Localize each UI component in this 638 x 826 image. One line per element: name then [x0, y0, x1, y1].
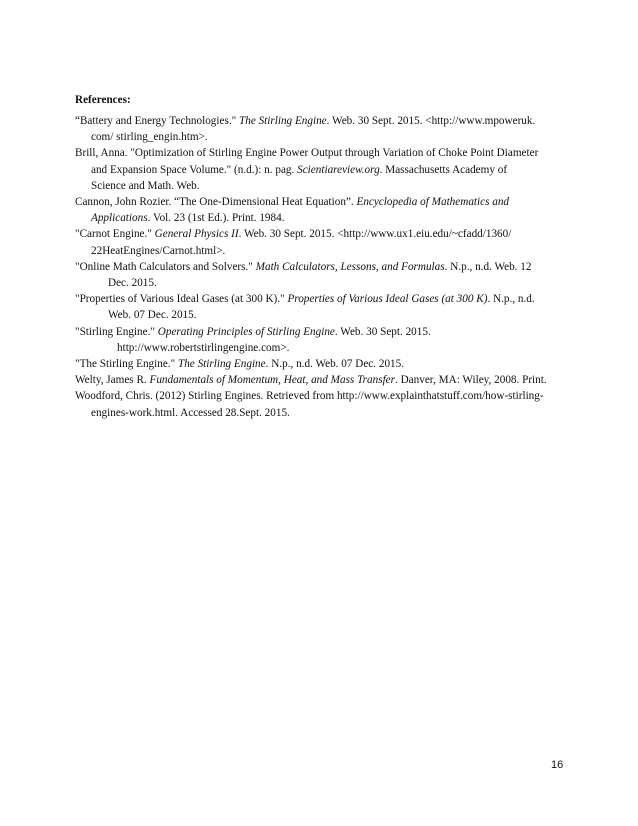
- reference-text: Brill, Anna. "Optimization of Stirling Engine Power Output through Variation of Choke Point Diameter: [75, 147, 539, 160]
- reference-item: [75, 194, 565, 226]
- reference-text: "The Stirling Engine.": [75, 358, 178, 371]
- reference-title: Operating Principles of Stirling Engine: [157, 325, 335, 338]
- reference-item: [75, 226, 565, 258]
- reference-text: . Web. 30 Sept. 2015.: [334, 325, 431, 338]
- references-list: [75, 113, 565, 421]
- reference-text: . Vol. 23 (1st Ed.). Print. 1984.: [147, 212, 285, 225]
- reference-item: [75, 324, 565, 356]
- reference-text: Woodford, Chris. (2012) Stirling Engines. Retrieved from http://www.explainthatstuff.com/how-stirling-: [75, 390, 544, 403]
- reference-text: . Web. 30 Sept. 2015. <http://www.ux1.eiu.edu/~cfadd/1360/: [238, 228, 512, 241]
- reference-text: 22HeatEngines/Carnot.html>.: [91, 244, 226, 257]
- reference-title: Fundamentals of Momentum, Heat, and Mass Transfer: [149, 374, 395, 387]
- reference-title: Math Calculators, Lessons, and Formulas: [255, 260, 445, 273]
- reference-text: Welty, James R.: [75, 374, 150, 387]
- reference-item: [75, 356, 565, 372]
- reference-text: "Stirling Engine.": [75, 325, 158, 338]
- reference-text: . N.p., n.d. Web. 07 Dec. 2015.: [265, 358, 405, 371]
- reference-text: Web. 07 Dec. 2015.: [108, 309, 197, 322]
- reference-text: "Online Math Calculators and Solvers.": [75, 260, 256, 273]
- reference-text: "Carnot Engine.": [75, 228, 155, 241]
- reference-text: and Expansion Space Volume." (n.d.): n. pag.: [91, 163, 298, 176]
- reference-title: Applications: [91, 212, 148, 225]
- reference-text: Dec. 2015.: [108, 277, 157, 290]
- reference-title: Properties of Various Ideal Gases (at 300 K): [287, 293, 488, 306]
- reference-text: “Battery and Energy Technologies.": [75, 115, 239, 127]
- reference-title: General Physics II: [154, 228, 239, 241]
- references-heading: References:: [75, 94, 131, 106]
- reference-text: com/ stirling_engin.htm>.: [91, 131, 208, 144]
- reference-item: [75, 259, 565, 291]
- reference-title: The Stirling Engine: [177, 358, 266, 371]
- reference-title: Scientiareview.org: [297, 163, 380, 176]
- reference-item: [75, 291, 565, 323]
- reference-text: http://www.robertstirlingengine.com>.: [117, 341, 290, 354]
- reference-title: Encyclopedia of Mathematics and: [356, 196, 510, 209]
- reference-item: [75, 372, 565, 388]
- reference-text: Cannon, John Rozier. “The One-Dimensional Heat Equation”.: [75, 196, 357, 209]
- reference-text: . Web. 30 Sept. 2015. <http://www.mpoweruk.: [326, 115, 536, 127]
- reference-text: Science and Math. Web.: [91, 179, 200, 192]
- reference-text: engines-work.html. Accessed 28.Sept. 2015.: [91, 406, 290, 419]
- reference-text: "Properties of Various Ideal Gases (at 300 K).": [75, 293, 288, 306]
- reference-text: . Danver, MA: Wiley, 2008. Print.: [395, 374, 547, 387]
- page-number: 16: [551, 759, 564, 771]
- reference-text: . N.p., n.d. Web. 12: [444, 260, 532, 273]
- reference-title: The Stirling Engine: [239, 115, 327, 127]
- reference-text: . Massachusetts Academy of: [379, 163, 508, 176]
- reference-text: . N.p., n.d.: [487, 293, 535, 306]
- reference-item: [75, 113, 565, 145]
- reference-item: [75, 388, 565, 420]
- reference-item: [75, 145, 565, 194]
